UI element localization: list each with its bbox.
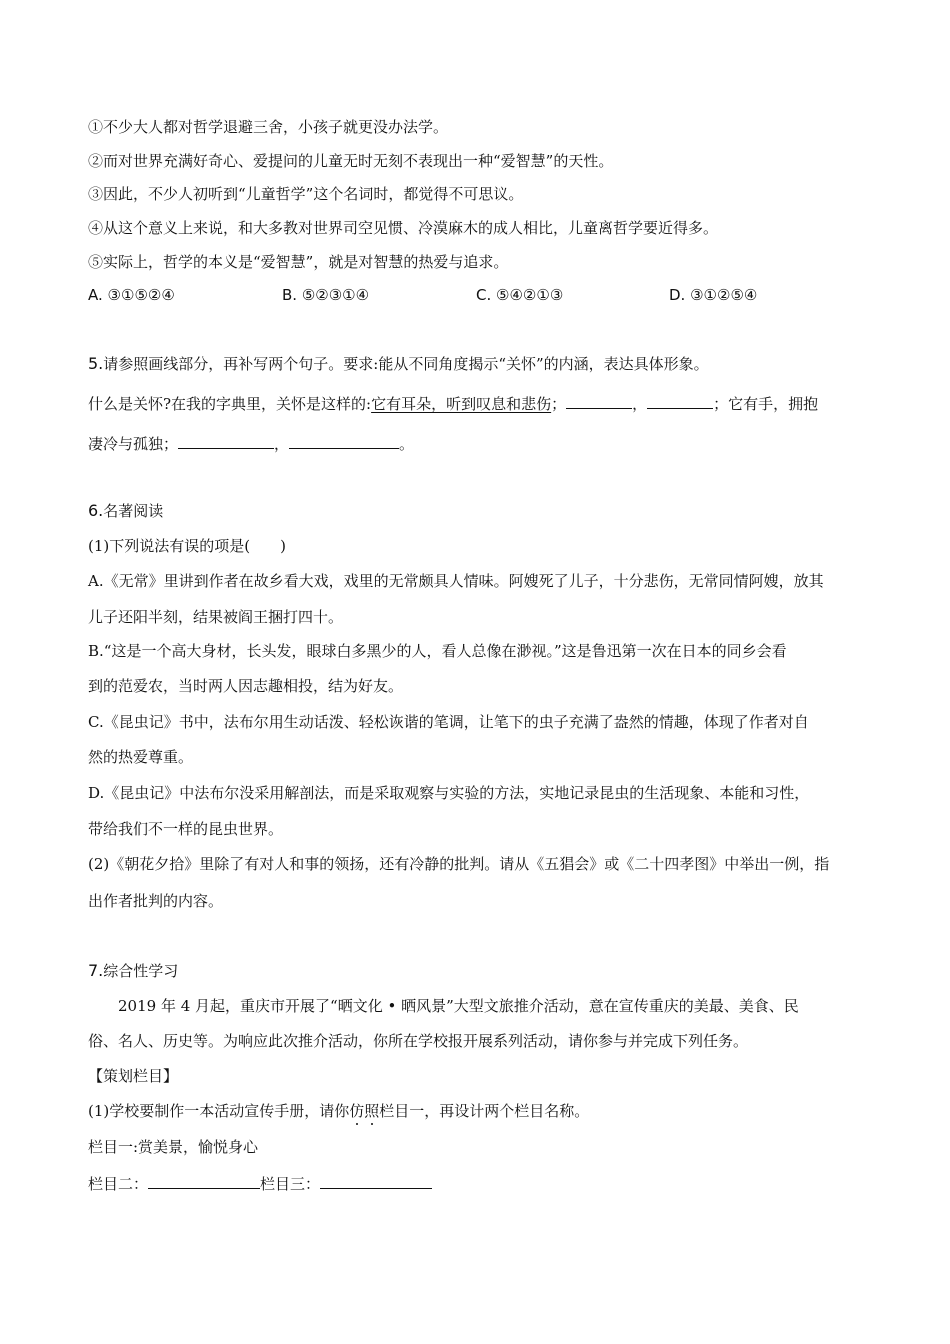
q6-line: 到的范爱农，当时两人因志趣相投，结为好友。 — [88, 677, 404, 695]
q7-heading — [88, 960, 178, 982]
q7-column-3-blank[interactable] — [320, 1172, 432, 1189]
option-letter: B. — [282, 286, 298, 304]
option-text: ③①⑤②④ — [107, 286, 175, 304]
q6-line: (2)《朝花夕拾》里除了有对人和事的领扬，还有冷静的批判。请从《五猖会》或《二十四孝图》中举出一例，指 — [88, 855, 830, 873]
q6-line: 然的热爱尊重。 — [88, 748, 194, 766]
q4-sentence-5: ⑤实际上，哲学的本义是“爱智慧”，就是对智慧的热爱与追求。 — [88, 253, 509, 271]
option-text: ⑤④②①③ — [496, 286, 564, 304]
q7-column-2-label: 栏目二： — [88, 1175, 149, 1193]
q6-line: 出作者批判的内容。 — [88, 892, 224, 910]
option-text: ③①②⑤④ — [690, 286, 758, 304]
q7-task — [88, 1100, 589, 1122]
emphasis-char: 仿 — [349, 1102, 365, 1120]
option-letter: C. — [476, 286, 492, 304]
q5-number: 5. — [88, 354, 104, 373]
q4-option-c[interactable] — [476, 284, 563, 306]
q4-option-b[interactable] — [282, 284, 369, 306]
q5-prompt — [88, 353, 709, 375]
q6-line: 带给我们不一样的昆虫世界。 — [88, 820, 284, 838]
q5-blank-3[interactable] — [178, 432, 274, 449]
q5-comma: ， — [632, 395, 648, 413]
q4-sentence-3: ③因此，不少人初听到“儿童哲学”这个名词时，都觉得不可思议。 — [88, 185, 524, 203]
option-letter: A. — [88, 286, 103, 304]
q6-number: 6. — [88, 501, 104, 520]
q4-option-d[interactable] — [669, 284, 757, 306]
q7-column-3-label: 栏目三： — [260, 1175, 321, 1193]
q6-line: C.《昆虫记》书中，法布尔用生动话泼、轻松诙谐的笔调，让笔下的虫子充满了盎然的情趣，体现了作者对自 — [88, 713, 809, 731]
q5-line-2 — [88, 432, 414, 455]
q5-blank-4[interactable] — [289, 432, 399, 449]
q5-sep: ； — [551, 395, 567, 413]
q7-column-1: 栏目一:赏美景，愉悦身心 — [88, 1138, 259, 1156]
q5-end: 。 — [399, 435, 415, 453]
q6-title: 名著阅读 — [103, 502, 164, 520]
q7-task-pre: (1)学校要制作一本活动宣传手册，请你 — [88, 1102, 350, 1120]
q5-title: 请参照画线部分，再补写两个句子。要求:能从不同角度揭示“关怀”的内涵，表达具体形象。 — [103, 355, 709, 373]
q4-sentence-1: ①不少大人都对哲学退避三舍，小孩子就更没办法学。 — [88, 118, 449, 136]
emphasis-char: 照 — [364, 1102, 380, 1120]
q4-sentence-2: ②而对世界充满好奇心、爱提问的儿童无时无刻不表现出一种“爱智慧”的天性。 — [88, 152, 614, 170]
q6-line: D.《昆虫记》中法布尔没采用解剖法，而是采取观察与实验的方法，实地记录昆虫的生活现象、本能和习性， — [88, 784, 810, 802]
q7-number: 7. — [88, 961, 104, 980]
option-letter: D. — [669, 286, 686, 304]
q7-paragraph-line-1: 2019 年 4 月起，重庆市开展了“晒文化 • 晒风景”大型文旅推介活动，意在宣传重庆的美最、美食、民 — [118, 997, 799, 1015]
q6-line: B.“这是一个高大身材，长头发，眼球白多黑少的人，看人总像在渺视。”这是鲁迅第一次在日本的同乡会看 — [88, 642, 787, 660]
q5-line-1 — [88, 392, 818, 415]
q7-task-post: 栏目一，再设计两个栏目名称。 — [379, 1102, 590, 1120]
q6-sub1: (1)下列说法有误的项是( ) — [88, 537, 286, 555]
q6-heading — [88, 500, 163, 522]
q5-comma-2: ， — [274, 435, 290, 453]
q5-blank-2[interactable] — [647, 392, 713, 409]
q7-section-heading: 【策划栏目】 — [88, 1067, 179, 1085]
q5-line1-pre: 什么是关怀?在我的字典里，关怀是这样的: — [88, 395, 372, 413]
q7-title: 综合性学习 — [103, 962, 179, 980]
q4-sentence-4: ④从这个意义上来说，和大多教对世界司空见惯、冷漠麻木的成人相比，儿童离哲学要近得多。 — [88, 219, 719, 237]
q7-paragraph-line-2: 俗、名人、历史等。为响应此次推介活动，你所在学校报开展系列活动，请你参与并完成下列任务。 — [88, 1032, 749, 1050]
q4-option-a[interactable] — [88, 284, 175, 306]
q5-blank-1[interactable] — [566, 392, 632, 409]
q7-column-2-blank[interactable] — [148, 1172, 260, 1189]
q5-line1-post: ；它有手，拥抱 — [713, 395, 819, 413]
q6-line: A.《无常》里讲到作者在故乡看大戏，戏里的无常颇具人情味。阿嫂死了儿子，十分悲伤，无常同情阿嫂，放其 — [88, 572, 824, 590]
q5-line2-pre: 凄冷与孤独； — [88, 435, 179, 453]
q5-example-underlined: 它有耳朵，听到叹息和悲伤 — [371, 395, 552, 413]
q7-columns-2-3 — [88, 1172, 432, 1195]
q6-line: 儿子还阳半刻，结果被阎王捆打四十。 — [88, 608, 344, 626]
option-text: ⑤②③①④ — [301, 286, 370, 304]
